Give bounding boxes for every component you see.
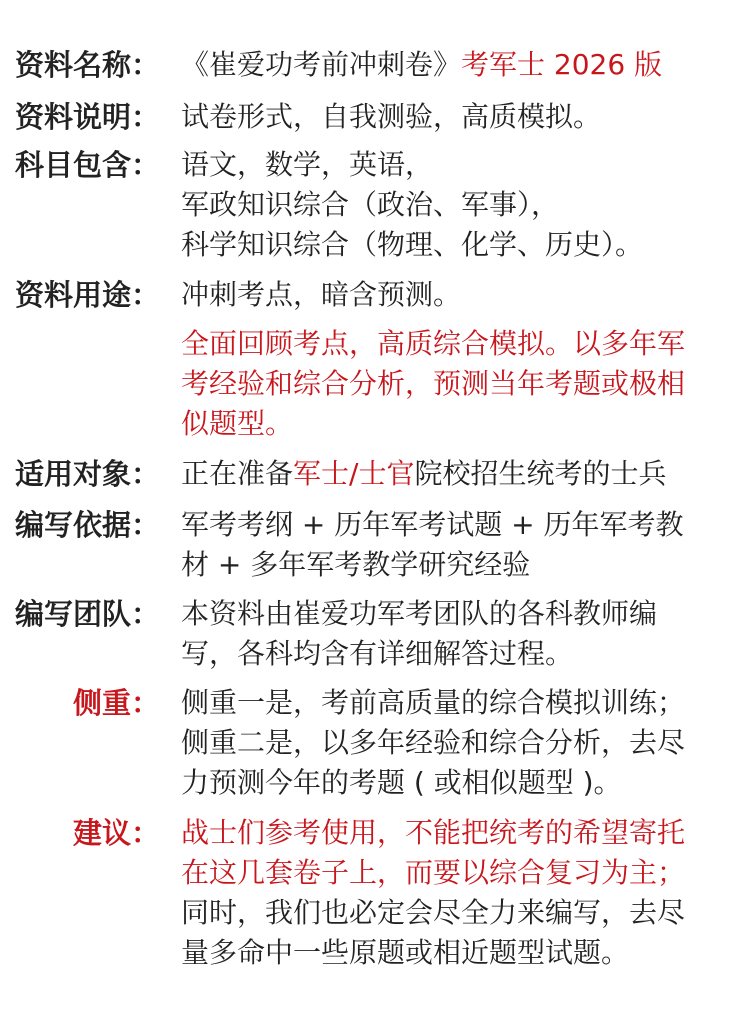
material-description-label: 资料说明： bbox=[14, 100, 160, 134]
material-description-text: 试卷形式，自我测验，高质模拟。 bbox=[181, 100, 602, 133]
focus-line: 力预测今年的考题 ( 或相似题型 )。 bbox=[181, 766, 622, 799]
material-name-content bbox=[181, 45, 726, 85]
audience-suffix: 院校招生统考的士兵 bbox=[414, 457, 667, 490]
basis-line: 材 + 多年军考教学研究经验 bbox=[181, 548, 531, 581]
advice-label: 建议： bbox=[72, 816, 160, 850]
material-title: 《崔爱功考前冲刺卷》 bbox=[181, 48, 462, 81]
subjects-line: 科学知识综合（物理、化学、历史）。 bbox=[181, 228, 644, 261]
team-label: 编写团队： bbox=[14, 597, 160, 631]
purpose-highlight-line: 全面回顾考点，高质综合模拟。以多年军 bbox=[181, 327, 686, 360]
basis-content bbox=[181, 505, 726, 585]
team-line: 本资料由崔爱功军考团队的各科教师编 bbox=[181, 597, 658, 630]
purpose-highlight-line: 似题型。 bbox=[181, 407, 294, 440]
material-name-label: 资料名称： bbox=[14, 48, 160, 82]
focus-line: 侧重一是，考前高质量的综合模拟训练； bbox=[181, 686, 686, 719]
advice-red-line: 战士们参考使用，不能把统考的希望寄托 bbox=[181, 816, 686, 849]
audience-highlight: 军士/士官 bbox=[293, 457, 415, 490]
material-edition: 考军士 2026 版 bbox=[461, 48, 663, 81]
purpose-highlight-line: 考经验和综合分析，预测当年考题或极相 bbox=[181, 367, 686, 400]
subjects-line: 语文，数学，英语， bbox=[181, 148, 434, 181]
team-line: 写，各科均含有详细解答过程。 bbox=[181, 637, 574, 670]
subjects-line: 军政知识综合（政治、军事）， bbox=[181, 188, 560, 221]
advice-red-line: 在这几套卷子上，而要以综合复习为主； bbox=[181, 856, 686, 889]
advice-content bbox=[181, 813, 726, 973]
audience-label: 适用对象： bbox=[14, 457, 160, 491]
purpose-label: 资料用途： bbox=[14, 278, 160, 312]
basis-line: 军考考纲 + 历年军考试题 + 历年军考教 bbox=[181, 508, 684, 541]
focus-content bbox=[181, 683, 726, 803]
purpose-content bbox=[181, 275, 726, 444]
focus-line: 侧重二是，以多年经验和综合分析，去尽 bbox=[181, 726, 686, 759]
team-content bbox=[181, 594, 726, 674]
audience-prefix: 正在准备 bbox=[181, 457, 294, 490]
basis-label: 编写依据： bbox=[14, 508, 160, 542]
material-description-content bbox=[181, 97, 726, 137]
purpose-text: 冲刺考点，暗含预测。 bbox=[181, 278, 462, 311]
advice-line: 同时，我们也必定会尽全力来编写，去尽 bbox=[181, 896, 686, 929]
focus-label: 侧重： bbox=[72, 686, 160, 720]
subjects-content bbox=[181, 145, 726, 265]
subjects-label: 科目包含： bbox=[14, 148, 160, 182]
advice-line: 量多命中一些原题或相近题型试题。 bbox=[181, 936, 630, 969]
audience-content bbox=[181, 454, 726, 494]
